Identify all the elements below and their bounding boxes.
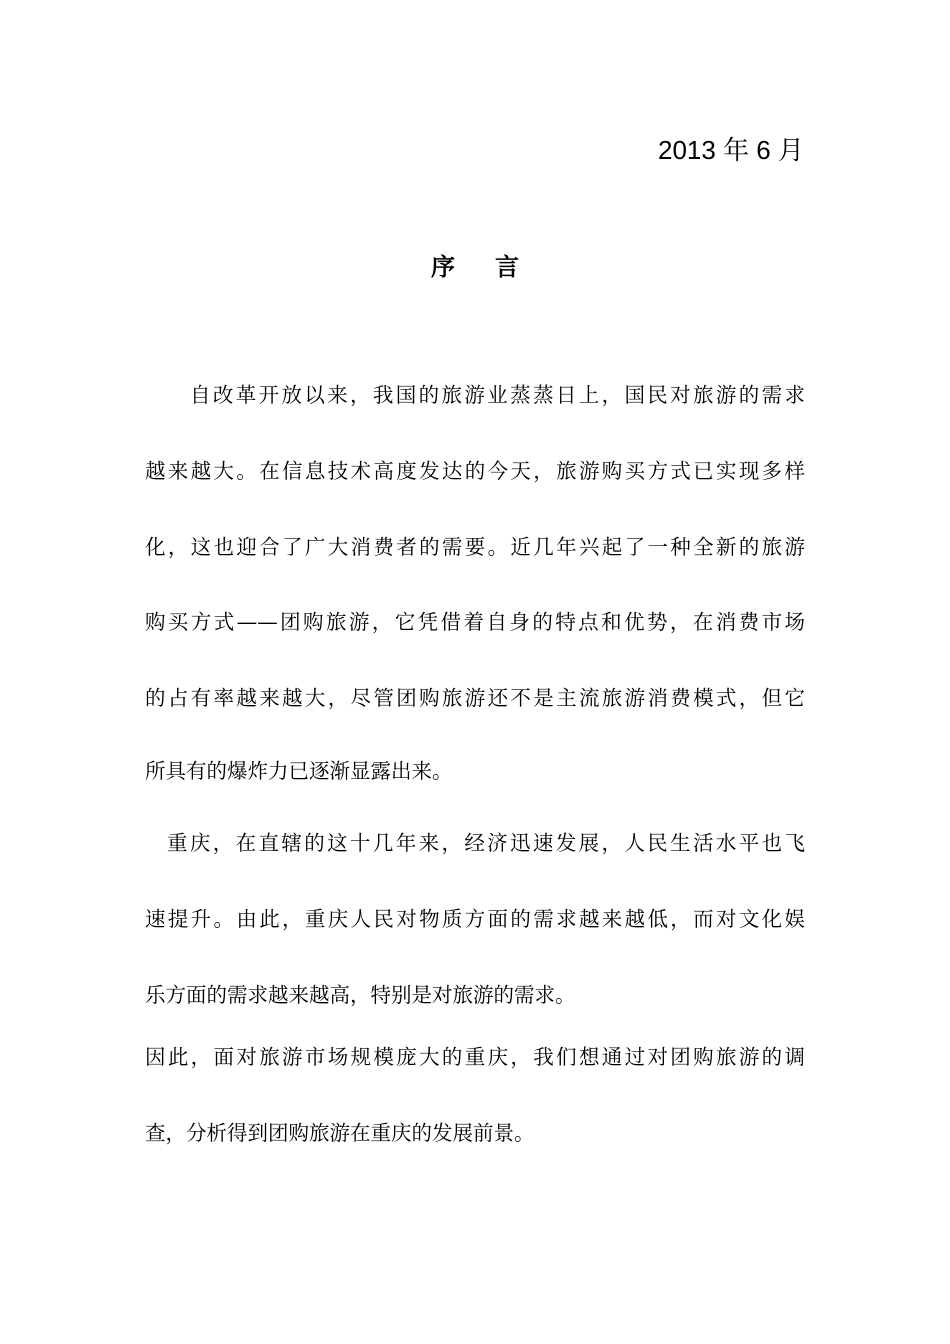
section-heading: [0, 250, 950, 284]
document-date: 2013 年 6 月: [658, 135, 804, 165]
body-line: 查，分析得到团购旅游在重庆的发展前景。: [145, 1121, 535, 1145]
heading-char-2: 言: [495, 252, 519, 281]
body-line: 购买方式——团购旅游，它凭借着自身的特点和优势，在消费市场: [145, 610, 805, 634]
body-line: 化，这也迎合了广大消费者的需要。近几年兴起了一种全新的旅游: [145, 535, 805, 559]
heading-char-1: 序: [431, 252, 455, 281]
body-line: 的占有率越来越大，尽管团购旅游还不是主流旅游消费模式，但它: [145, 686, 805, 710]
body-line: 越来越大。在信息技术高度发达的今天，旅游购买方式已实现多样: [145, 459, 805, 483]
body-line: 所具有的爆炸力已逐渐显露出来。: [145, 759, 453, 783]
body-line: 自改革开放以来，我国的旅游业蒸蒸日上，国民对旅游的需求: [190, 383, 805, 407]
body-line: 因此，面对旅游市场规模庞大的重庆，我们想通过对团购旅游的调: [145, 1045, 805, 1069]
body-line: 重庆，在直辖的这十几年来，经济迅速发展，人民生活水平也飞: [167, 831, 805, 855]
body-line: 速提升。由此，重庆人民对物质方面的需求越来越低，而对文化娱: [145, 907, 805, 931]
body-line: 乐方面的需求越来越高，特别是对旅游的需求。: [145, 983, 576, 1007]
